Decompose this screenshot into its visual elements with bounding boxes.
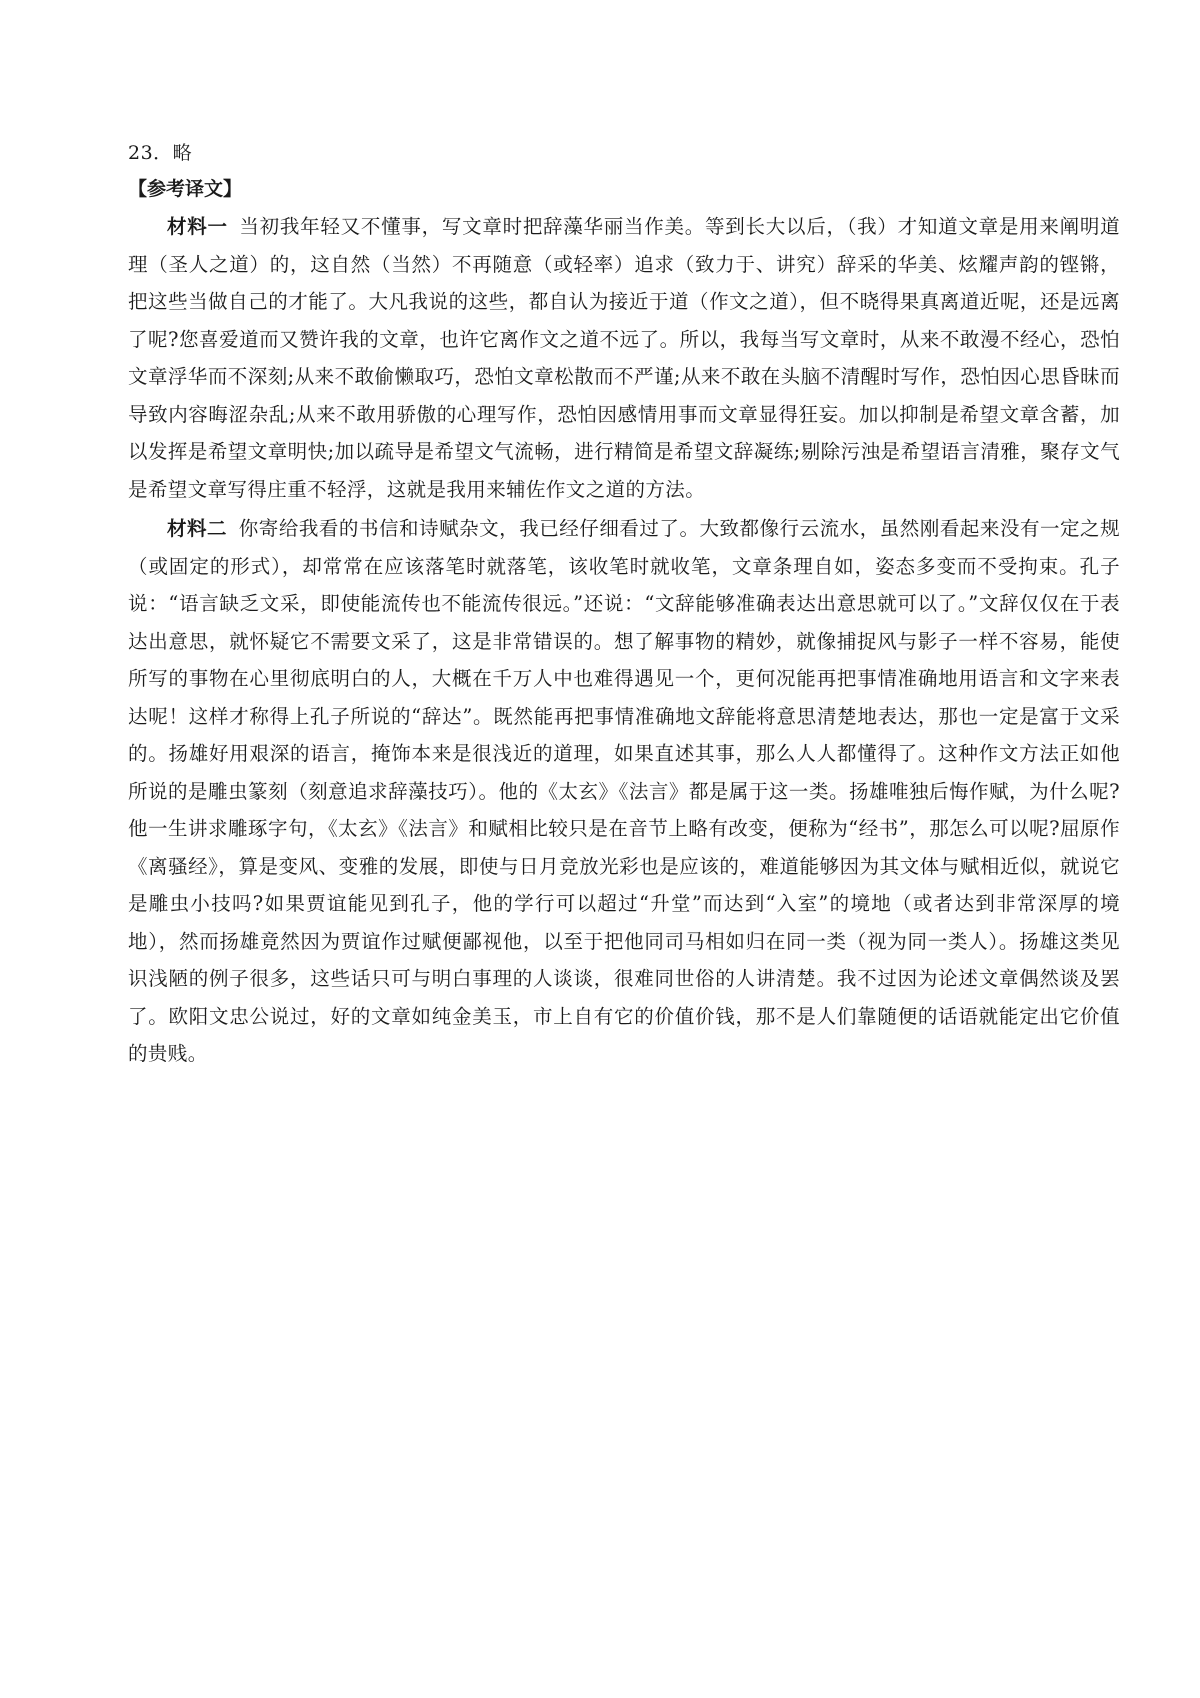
document-page (128, 138, 1120, 1073)
paragraph-text: 当初我年轻又不懂事，写文章时把辞藻华丽当作美。等到长大以后，（我）才知道文章是用来阐明道理（圣人之道）的，这自然（当然）不再随意（或轻率）追求（致力于、讲究）辞采的华美、炫耀声韵的铿锵，把这些当做自己的才能了。大凡我说的这些，都自认为接近于道（作文之道），但不晓得果真离道近呢，还是远离了呢?您喜爱道而又赞许我的文章，也许它离作文之道不远了。所以，我每当写文章时，从来不敢漫不经心，恐怕文章浮华而不深刻;从来不敢偷懒取巧，恐怕文章松散而不严谨;从来不敢在头脑不清醒时写作，恐怕因心思昏昧而导致内容晦涩杂乱;从来不敢用骄傲的心理写作，恐怕因感情用事而文章显得狂妄。加以抑制是希望文章含蓄，加以发挥是希望文章明快;加以疏导是希望文气流畅，进行精简是希望文辞凝练;剔除污浊是希望语言清雅，聚存文气是希望文章写得庄重不轻浮，这就是我用来辅佐作文之道的方法。 (128, 215, 1120, 501)
paragraph-material-one (128, 208, 1120, 508)
question-number: 23．略 (128, 142, 193, 164)
section-heading: 【参考译文】 (128, 178, 243, 200)
paragraph-label: 材料一 (167, 215, 228, 238)
paragraph-text: 你寄给我看的书信和诗赋杂文，我已经仔细看过了。大致都像行云流水，虽然刚看起来没有一定之规（或固定的形式），却常常在应该落笔时就落笔，该收笔时就收笔，文章条理自如，姿态多变而不受拘束。孔子说：“语言缺乏文采，即使能流传也不能流传很远。”还说：“文辞能够准确表达出意思就可以了。”文辞仅仅在于表达出意思，就怀疑它不需要文采了，这是非常错误的。想了解事物的精妙，就像捕捉风与影子一样不容易，能使所写的事物在心里彻底明白的人，大概在千万人中也难得遇见一个，更何况能再把事情准确地用语言和文字来表达呢！这样才称得上孔子所说的“辞达”。既然能再把事情准确地文辞能将意思清楚地表达，那也一定是富于文采的。扬雄好用艰深的语言，掩饰本来是很浅近的道理，如果直述其事，那么人人都懂得了。这种作文方法正如他所说的是雕虫篆刻（刻意追求辞藻技巧）。他的《太玄》《法言》都是属于这一类。扬雄唯独后悔作赋，为什么呢?他一生讲求雕琢字句，《太玄》《法言》和赋相比较只是在音节上略有改变，便称为“经书”，那怎么可以呢?屈原作《离骚经》，算是变风、变雅的发展，即使与日月竞放光彩也是应该的，难道能够因为其文体与赋相近似，就说它是雕虫小技吗?如果贾谊能见到孔子，他的学行可以超过“升堂”而达到“入室”的境地（或者达到非常深厚的境地），然而扬雄竟然因为贾谊作过赋便鄙视他，以至于把他同司马相如归在同一类（视为同一类人）。扬雄这类见识浅陋的例子很多，这些话只可与明白事理的人谈谈，很难同世俗的人讲清楚。我不过因为论述文章偶然谈及罢了。欧阳文忠公说过，好的文章如纯金美玉，市上自有它的价值价钱，那不是人们靠随便的话语就能定出它价值的贵贱。 (128, 517, 1120, 1065)
paragraph-material-two (128, 510, 1120, 1073)
paragraph-label: 材料二 (167, 517, 228, 540)
